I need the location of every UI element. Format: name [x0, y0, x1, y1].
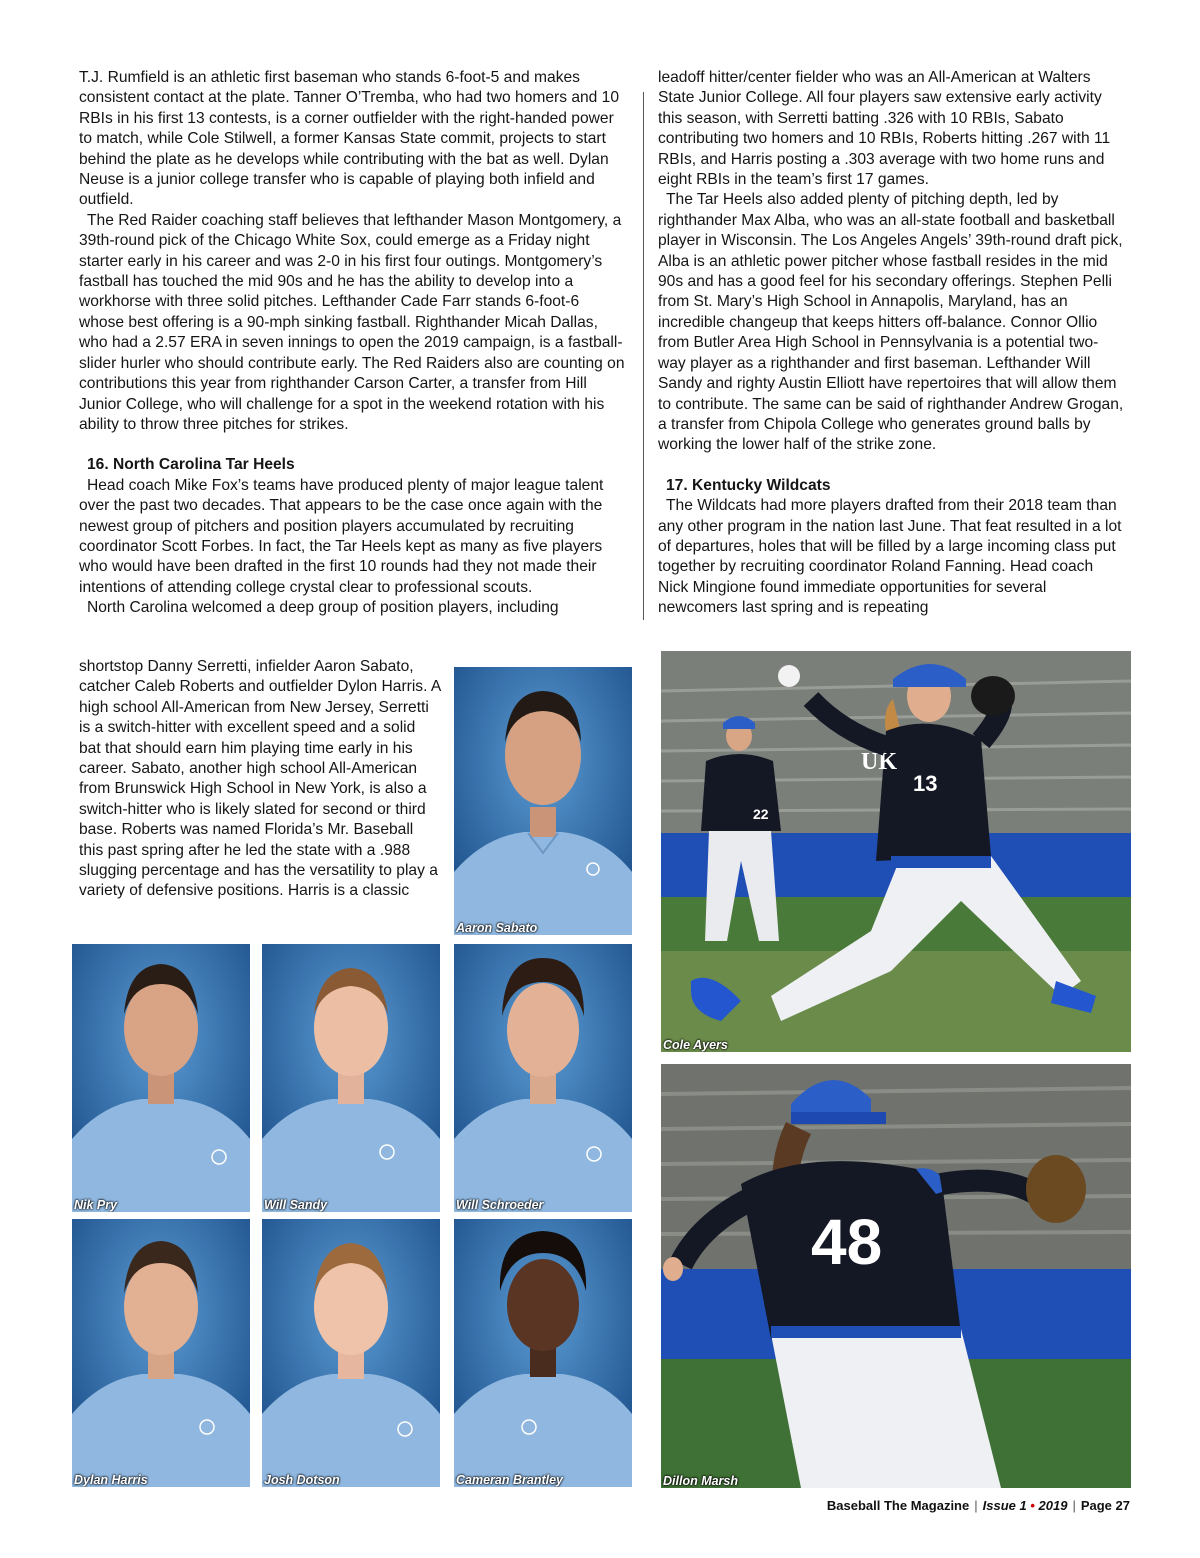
issue-year: 2019: [1038, 1498, 1068, 1513]
section-heading-north-carolina: 16. North Carolina Tar Heels: [87, 456, 295, 474]
body-paragraph: The Red Raider coaching staff believes that lefthander Mason Montgomery, a 39th-round pick of the Chicago White Sox, could emerge as a Friday night starter early in his career and was 2-0 in his first four outings. Montgomery’s fastball has touched the mid 90s and he has the ability to develop into a workhorse with three solid pitches. Lefthander Cade Farr stands 6-foot-6 whose best offering is a 90-mph sinking fastball. Righthander Micah Dallas, who had a 2.57 ERA in seven innings to open the 2019 campaign, is a fastball-slider hurler who should contribute early. The Red Raiders also are counting on contributions this year from righthander Carson Carter, a transfer from Hill Junior College, who will challenge for a spot in the weekend rotation with his ability to throw three pitches for strikes.: [79, 211, 625, 433]
photo-caption: Josh Dotson: [264, 1473, 340, 1487]
photo-caption: Will Sandy: [264, 1198, 328, 1212]
photo-caption: Dylan Harris: [74, 1473, 148, 1487]
page-footer: Baseball The Magazine | Issue 1 • 2019 | Page 27: [826, 1498, 1130, 1513]
photo-caption: Nik Pry: [74, 1198, 118, 1212]
photo-caption: Dillon Marsh: [663, 1474, 739, 1488]
section-heading-kentucky: 17. Kentucky Wildcats: [666, 476, 831, 494]
photo-will-schroeder: [454, 944, 632, 1212]
page-number: Page 27: [1080, 1498, 1130, 1513]
body-paragraph: shortstop Danny Serretti, infielder Aaron Sabato, catcher Caleb Roberts and outfielder Dylon Harris. A high school All-American from New Jersey, Serretti is a switch-hitter with excellent speed and a solid bat that should earn him playing time early in his career. Sabato, another high school All-American from Brunswick High School in New York, is also a switch-hitter who is likely slated for second or third base. Roberts was named Florida’s Mr. Baseball this past spring after he led the state with a .988 slugging percentage and has the versatility to play a variety of defensive positions. Harris is a classic: [79, 658, 441, 900]
body-paragraph: The Wildcats had more players drafted from their 2018 team than any other program in the nation last June. That feat resulted in a lot of departures, holes that will be filled by a large incoming class put together by recruiting coordinator Roland Fanning. Head coach Nick Mingione found immediate opportunities for several newcomers last spring and is repeating: [658, 497, 1122, 617]
photo-caption: Cole Ayers: [663, 1038, 728, 1052]
body-paragraph: T.J. Rumfield is an athletic first baseman who stands 6-foot-5 and makes consistent contact at the plate. Tanner O’Tremba, who had two homers and 10 RBIs in his first 13 contests, is a corner outfielder with the right-handed power to match, while Cole Stilwell, a former Kansas State commit, projects to start behind the plate as he develops while contributing with the bat as well. Dylan Neuse is a junior college transfer who is capable of playing both infield and outfield.: [79, 69, 620, 209]
jersey-number: 22: [753, 806, 769, 822]
photo-cole-ayers: [661, 651, 1131, 1052]
left-column-wrap: [79, 657, 441, 902]
jersey-number: 13: [913, 771, 938, 796]
photo-dillon-marsh: [661, 1064, 1131, 1488]
photo-dylan-harris: [72, 1219, 250, 1487]
body-paragraph: leadoff hitter/center fielder who was an All-American at Walters State Junior College. All four players saw extensive early activity this season, with Serretti batting .326 with 10 RBIs, Sabato contributing two homers and 10 RBIs, Roberts hitting .267 with 11 RBIs, and Harris posting a .303 average with two home runs and eight RBIs in the team’s first 17 games.: [658, 69, 1111, 189]
body-paragraph: Head coach Mike Fox’s teams have produced plenty of major league talent over the past two decades. That appears to be the case once again with the newest group of pitchers and position players accumulated by recruiting coordinator Scott Forbes. In fact, the Tar Heels kept as many as five players who would have been drafted in the first 10 rounds had they not made their intentions of attending college crystal clear to professional scouts.: [79, 476, 604, 596]
photo-will-sandy: [262, 944, 440, 1212]
issue-label: Issue 1: [982, 1498, 1027, 1513]
body-paragraph: The Tar Heels also added plenty of pitching depth, led by righthander Max Alba, who was an all-state football and basketball player in Wisconsin. The Los Angeles Angels’ 39th-round draft pick, Alba is an athletic power pitcher whose fastball resides in the mid 90s and has a good feel for his secondary offerings. Stephen Pelli from St. Mary’s High School in Annapolis, Maryland, has an incredible changeup that keeps hitters off-balance. Connor Ollio from Butler Area High School in Pennsylvania is a potential two-way player as a righthander and first baseman. Lefthander Will Sandy and righty Austin Elliott have repertoires that will allow them to contribute. The same can be said of righthander Andrew Grogan, a transfer from Chipola College who generates ground balls by working the lower half of the strike zone.: [658, 191, 1124, 454]
photo-cameran-brantley: [454, 1219, 632, 1487]
photo-aaron-sabato: [454, 667, 632, 935]
right-column: [658, 68, 1124, 619]
photo-caption: Cameran Brantley: [456, 1473, 563, 1487]
bullet: •: [1030, 1498, 1035, 1513]
magazine-name: Baseball The Magazine: [826, 1498, 970, 1513]
photo-caption: Will Schroeder: [456, 1198, 544, 1212]
left-column: [79, 68, 627, 619]
uk-logo: UK: [861, 749, 897, 775]
photo-caption: Aaron Sabato: [456, 921, 538, 935]
column-divider: [643, 92, 644, 620]
body-paragraph: North Carolina welcomed a deep group of position players, including: [87, 599, 559, 617]
photo-nik-pry: [72, 944, 250, 1212]
photo-josh-dotson: [262, 1219, 440, 1487]
jersey-number: 48: [811, 1206, 883, 1278]
